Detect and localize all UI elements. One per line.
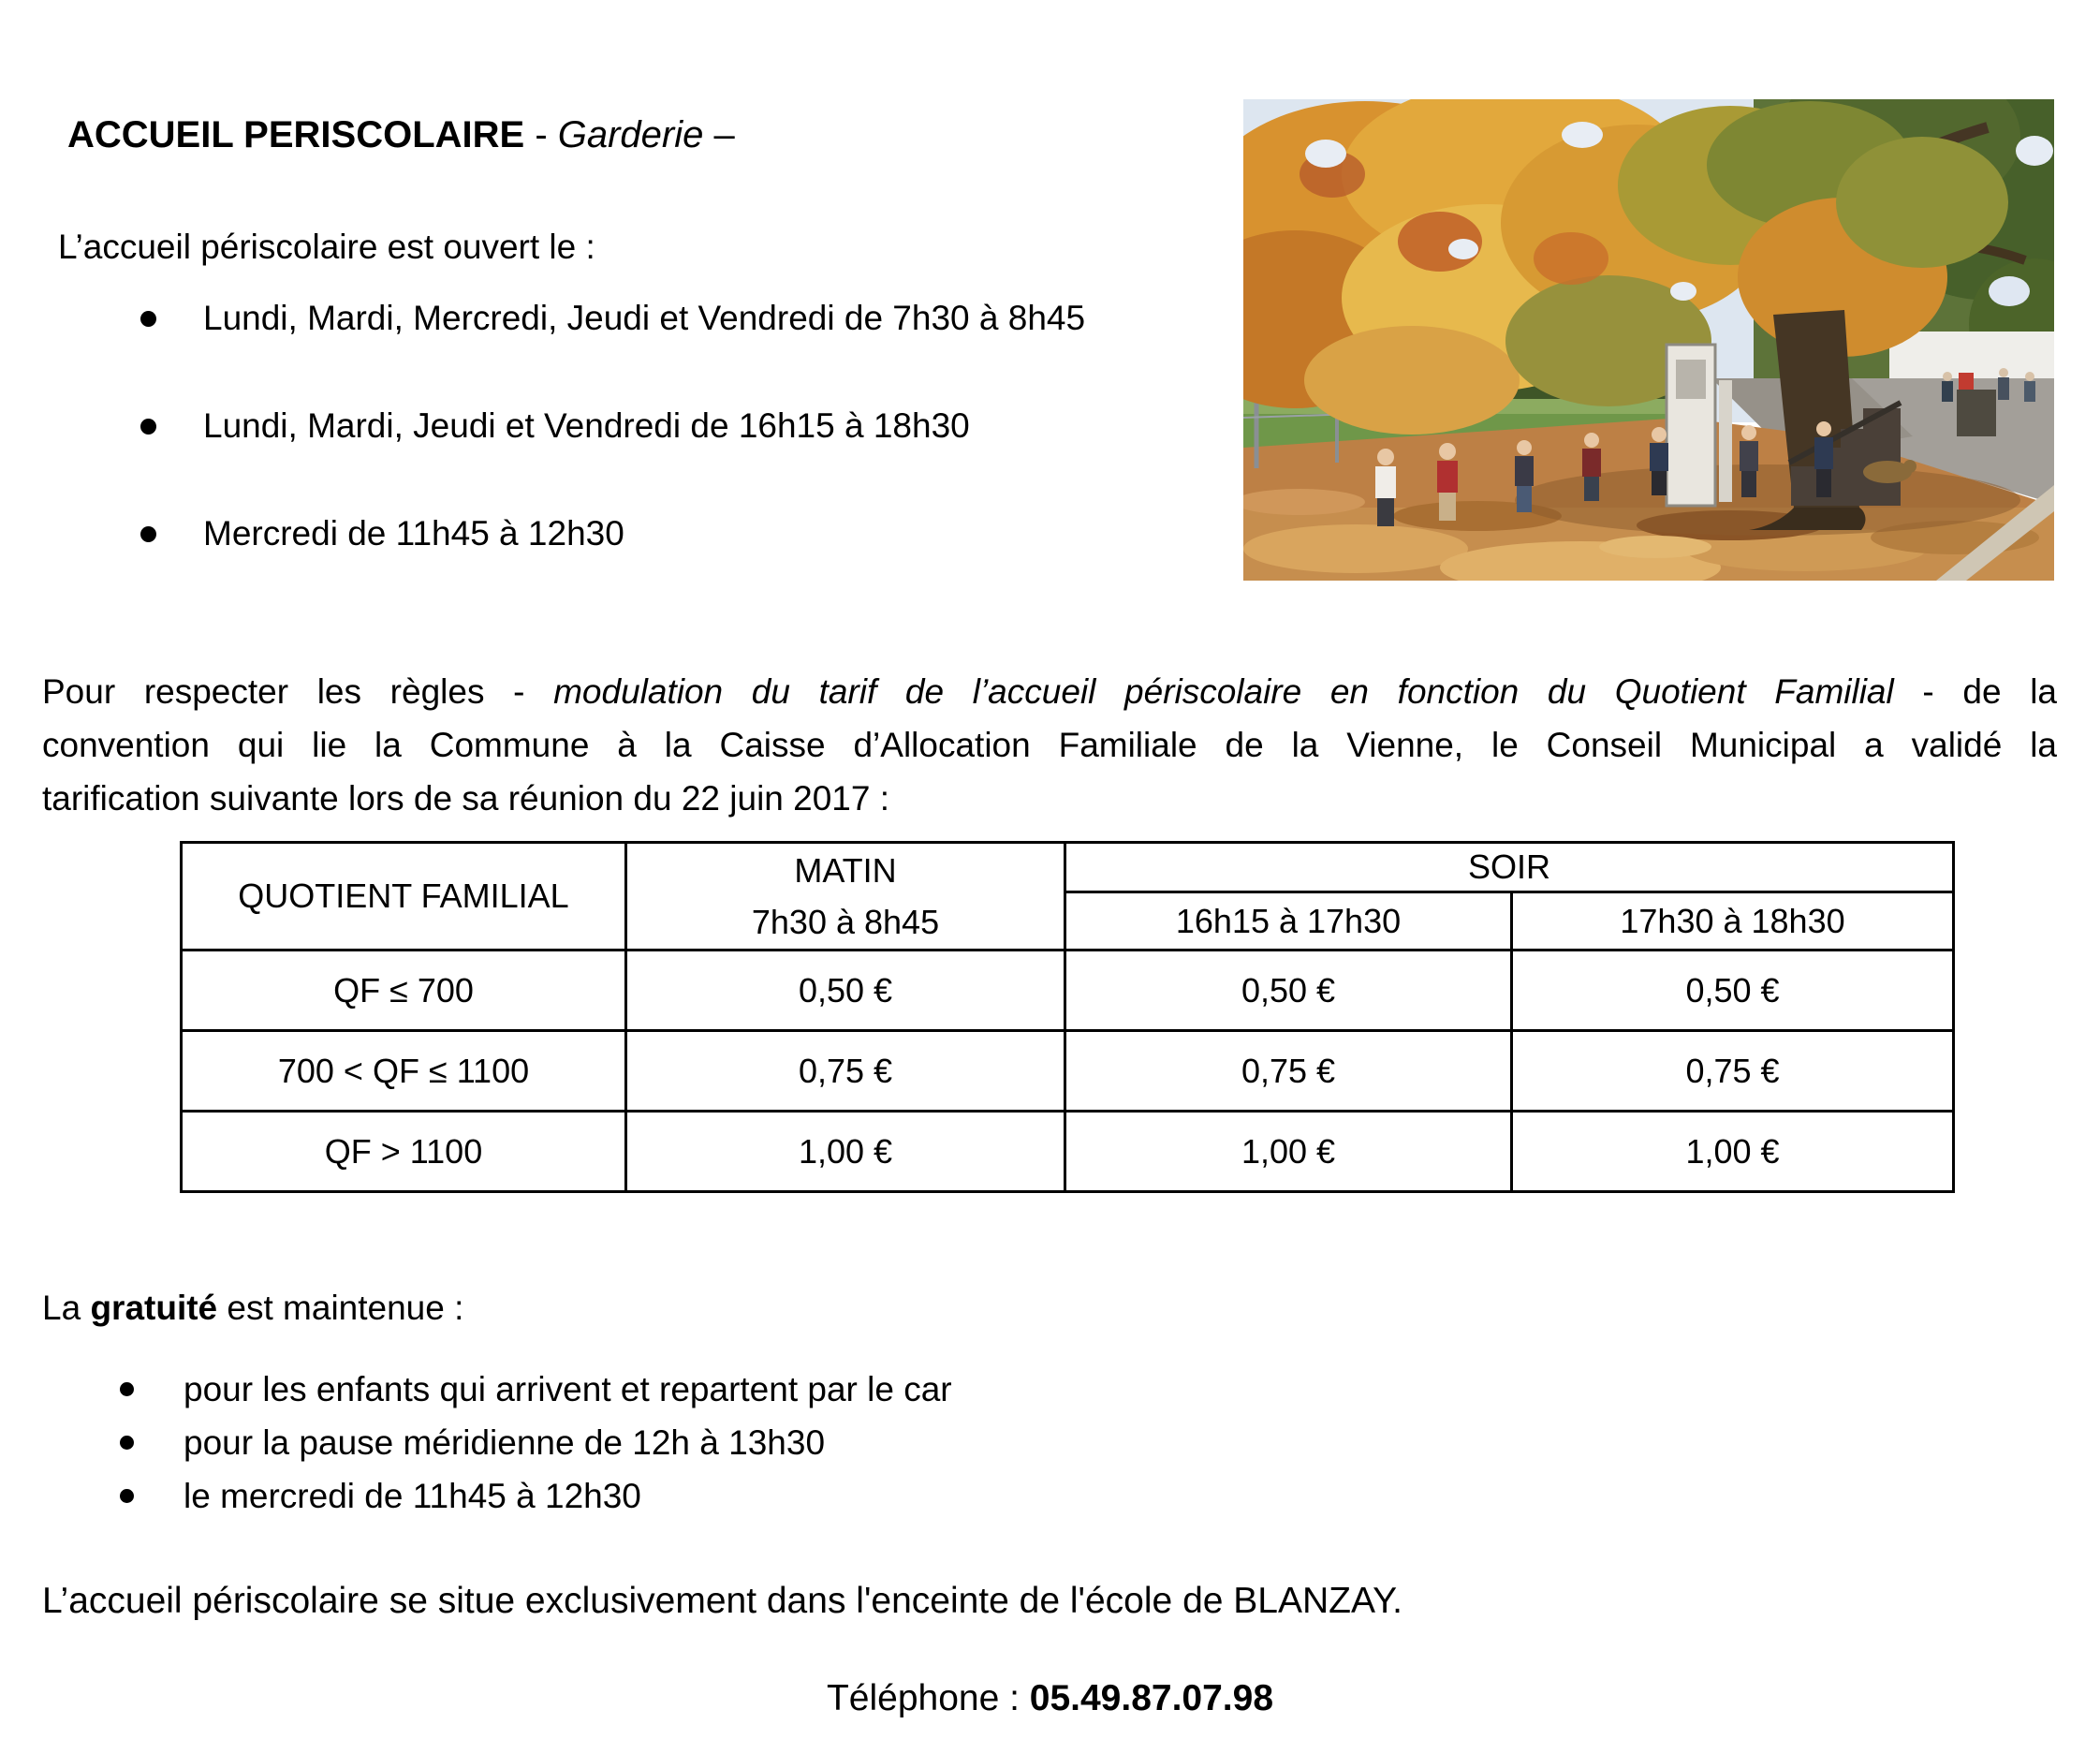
header-quotient-familial: QUOTIENT FAMILIAL (182, 843, 626, 951)
gratuite-list (120, 1367, 1431, 1527)
bullet-dot-icon (120, 1382, 134, 1396)
gratuite-item: pour les enfants qui arrivent et repartent par le car (184, 1370, 952, 1408)
cell-soir1: 0,75 € (1065, 1031, 1512, 1112)
cell-matin: 0,75 € (626, 1031, 1065, 1112)
cell-soir2: 0,50 € (1512, 951, 1954, 1031)
gratuite-bold: gratuité (90, 1289, 218, 1327)
cell-soir1: 0,50 € (1065, 951, 1512, 1031)
paragraph-line-1 (42, 665, 2057, 718)
table-row (182, 1112, 1954, 1192)
title-italic: Garderie (557, 114, 704, 155)
paragraph-italic-text: modulation du tarif de l’accueil périscolaire en fonction du Quotient Familial (553, 672, 1894, 711)
list-item (140, 404, 1217, 449)
title-separator: - (524, 114, 558, 155)
cell-soir1: 1,00 € (1065, 1112, 1512, 1192)
autumn-playground-photo (1243, 99, 2054, 581)
cell-qf: QF ≤ 700 (182, 951, 626, 1031)
paragraph-line-3: tarification suivante lors de sa réunion du 22 juin 2017 : (42, 779, 890, 818)
cell-qf: QF > 1100 (182, 1112, 626, 1192)
list-item (120, 1367, 1431, 1411)
gratuite-item: pour la pause méridienne de 12h à 13h30 (184, 1423, 826, 1462)
bullet-dot-icon (120, 1489, 134, 1503)
header-matin-time: 7h30 à 8h45 (751, 903, 940, 941)
gratuite-post: est maintenue : (217, 1289, 464, 1327)
bullet-dot-icon (140, 526, 156, 542)
paragraph-text: - de la (1893, 672, 2057, 711)
header-soir-time-1: 16h15 à 17h30 (1065, 892, 1512, 951)
header-matin (626, 843, 1065, 951)
table-row (182, 1031, 1954, 1112)
opening-hours-item: Lundi, Mardi, Mercredi, Jeudi et Vendredi de 7h30 à 8h45 (203, 299, 1086, 337)
gratuite-heading (42, 1289, 463, 1328)
phone-label: Téléphone : (826, 1678, 1030, 1718)
list-item (140, 511, 1217, 556)
table-row (182, 951, 1954, 1031)
bullet-dot-icon (140, 311, 156, 327)
paragraph-line-2: convention qui lie la Commune à la Caisse d’Allocation Familiale de la Vienne, le Conseil Municipal a validé la (42, 726, 2057, 764)
gratuite-pre: La (42, 1289, 91, 1327)
header-matin-label: MATIN (794, 851, 897, 890)
header-soir: SOIR (1065, 843, 1954, 892)
opening-hours-item: Mercredi de 11h45 à 12h30 (203, 514, 624, 553)
gratuite-item: le mercredi de 11h45 à 12h30 (184, 1477, 641, 1515)
phone-line (0, 1678, 2100, 1719)
list-item (120, 1421, 1431, 1465)
opening-hours-list (140, 296, 1217, 619)
opening-hours-item: Lundi, Mardi, Jeudi et Vendredi de 16h15 à 18h30 (203, 406, 970, 445)
location-line: L’accueil périscolaire se situe exclusivement dans l'enceinte de l'école de BLANZAY. (42, 1581, 1402, 1621)
page-title (67, 111, 735, 159)
header-soir-time-2: 17h30 à 18h30 (1512, 892, 1954, 951)
paragraph-text: Pour respecter les règles - (42, 672, 554, 711)
cell-soir2: 0,75 € (1512, 1031, 1954, 1112)
photo-illustration (1243, 99, 2054, 581)
bullet-dot-icon (120, 1436, 134, 1450)
tariff-table (180, 841, 1955, 1193)
bullet-dot-icon (140, 419, 156, 435)
tariff-paragraph (42, 665, 2057, 825)
phone-number: 05.49.87.07.98 (1029, 1678, 1274, 1718)
title-bold: ACCUEIL PERISCOLAIRE (67, 114, 525, 155)
title-dash: – (703, 114, 735, 155)
cell-matin: 1,00 € (626, 1112, 1065, 1192)
cell-soir2: 1,00 € (1512, 1112, 1954, 1192)
list-item (120, 1474, 1431, 1518)
cell-qf: 700 < QF ≤ 1100 (182, 1031, 626, 1112)
intro-line: L’accueil périscolaire est ouvert le : (58, 228, 595, 266)
list-item (140, 296, 1217, 341)
cell-matin: 0,50 € (626, 951, 1065, 1031)
